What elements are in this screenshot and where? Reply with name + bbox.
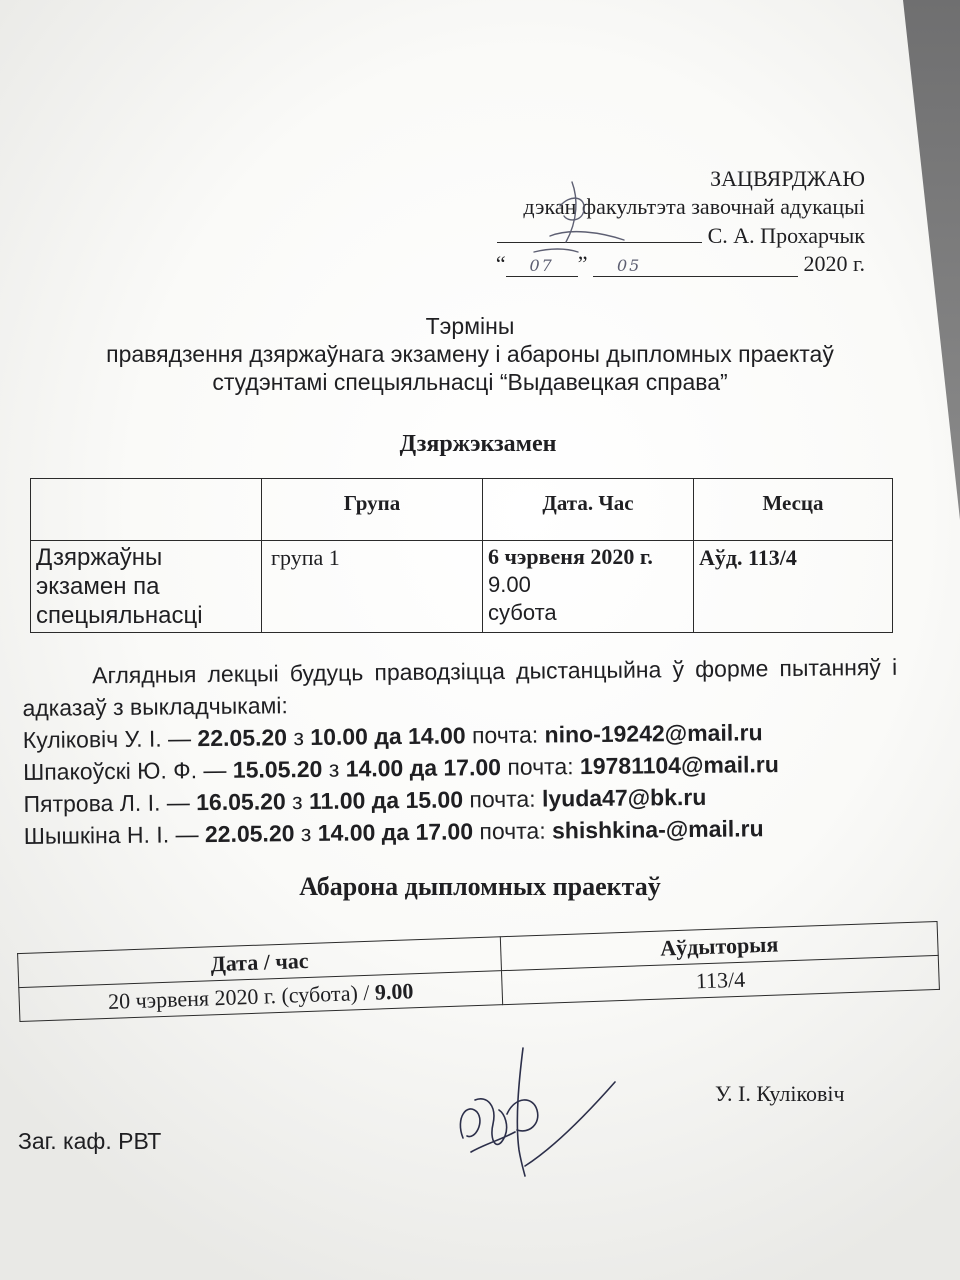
lecture-date: 16.05.20: [196, 788, 286, 816]
title-line-2: правядзення дзяржаўнага экзамену і абароны дыпломных праектаў: [106, 341, 834, 367]
mail-label: почта:: [507, 753, 574, 780]
exam-subject: Дзяржаўны экзамен па спецыяльнасці: [36, 544, 203, 629]
from-word: з: [328, 755, 340, 782]
exam-group: група 1: [271, 545, 340, 570]
group-cell: [262, 541, 483, 633]
header-cell-date-time: Дата / час: [18, 937, 502, 988]
date-time-cell: [483, 541, 694, 633]
document-title: [0, 312, 940, 396]
dean-signature-row: [435, 221, 865, 250]
open-quote: “: [495, 251, 506, 276]
lecture-time: 14.00 да 17.00: [317, 818, 474, 846]
mail-label: почта:: [469, 785, 536, 813]
review-lectures-section: [22, 651, 899, 852]
table-header-row: [31, 479, 893, 541]
exam-place: Аўд. 113/4: [699, 545, 797, 570]
table-row: [31, 541, 893, 633]
from-word: з: [291, 788, 303, 815]
approval-heading: ЗАЦВЯРДЖАЮ: [710, 166, 865, 191]
teacher-email: shishkina-@mail.ru: [551, 815, 764, 844]
header-cell-empty: [31, 479, 262, 541]
defense-time: 9.00: [374, 977, 414, 1005]
diploma-defense-heading: Абарона дыпломных праектаў: [299, 872, 661, 901]
title-line-1: Тэрміны: [425, 313, 515, 339]
approval-date-row: [435, 250, 865, 278]
dean-name: С. А. Прохарчык: [707, 223, 865, 248]
lecture-date: 22.05.20: [204, 820, 295, 848]
signer-position: Заг. каф. РВТ: [18, 1128, 162, 1154]
teacher-name: Шпакоўскі Ю. Ф. —: [23, 756, 227, 785]
state-exam-heading: Дзяржэкзамен: [399, 431, 557, 457]
mail-label: почта:: [479, 817, 546, 845]
from-word: з: [300, 819, 312, 847]
lectures-intro: Аглядныя лекцыі будуць праводзіцца дыстанцыйна ў форме пытанняў і адказаў з выкладчыкамі:: [22, 653, 898, 721]
defense-date: 20 чэрвеня 2020 г. (субота) /: [107, 979, 370, 1014]
teacher-name: Шышкіна Н. І. —: [23, 821, 199, 849]
signer-name: У. І. Куліковіч: [715, 1081, 845, 1106]
approval-day-handwritten: 07: [506, 255, 578, 277]
from-word: з: [293, 724, 305, 751]
header-cell-date-time: Дата. Час: [483, 479, 694, 541]
teacher-email: 19781104@mail.ru: [579, 751, 779, 780]
teacher-email: lyuda47@bk.ru: [541, 783, 707, 812]
header-cell-room: Аўдыторыя: [500, 921, 938, 970]
exam-time: 9.00: [488, 572, 531, 597]
approval-month-handwritten: 05: [593, 255, 798, 277]
close-quote: ”: [577, 251, 588, 276]
dean-handwritten-mark: [520, 176, 640, 260]
lecture-time: 14.00 да 17.00: [345, 753, 502, 782]
place-cell: [694, 541, 893, 633]
teacher-email: nino-19242@mail.ru: [544, 719, 763, 748]
title-line-3: студэнтамі спецыяльнасці “Выдавецкая справа”: [212, 369, 728, 395]
header-cell-group: Група: [262, 479, 483, 541]
teacher-name: Куліковіч У. І. —: [22, 725, 192, 753]
defense-room-cell: 113/4: [501, 955, 939, 1004]
lecture-time: 10.00 да 14.00: [310, 722, 466, 750]
mail-label: почта:: [471, 721, 539, 749]
subject-cell: [31, 541, 262, 633]
lecture-date: 15.05.20: [232, 755, 323, 783]
handwritten-signature: [445, 1040, 630, 1180]
exam-date: 6 чэрвеня 2020 г.: [488, 544, 653, 569]
header-cell-place: Месца: [694, 479, 893, 541]
lecture-time: 11.00 да 15.00: [308, 786, 464, 815]
approval-year: 2020 г.: [803, 251, 865, 276]
state-exam-table: [30, 478, 893, 633]
approval-block: [435, 165, 865, 278]
lecture-date: 22.05.20: [197, 724, 288, 752]
dean-position: дэкан факультэта завочнай адукацыі: [523, 194, 865, 219]
exam-weekday: субота: [488, 600, 557, 625]
teacher-name: Пятрова Л. І. —: [23, 789, 190, 817]
